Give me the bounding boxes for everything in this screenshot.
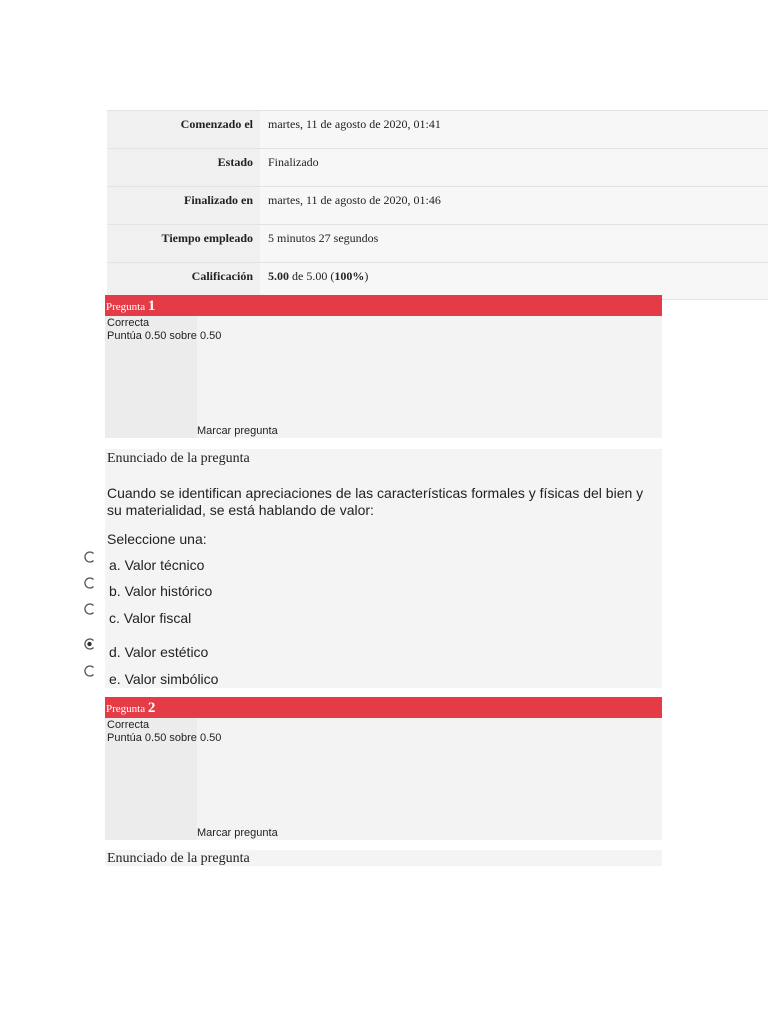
question-number: 1 xyxy=(147,298,156,314)
radio-option-a-icon[interactable] xyxy=(84,551,96,563)
radio-option-d-selected-icon[interactable] xyxy=(84,638,96,650)
started-label: Comenzado el xyxy=(107,111,260,148)
time-value: 5 minutos 27 segundos xyxy=(260,225,768,262)
statement-title: Enunciado de la pregunta xyxy=(107,451,250,466)
option-b-label[interactable]: b. Valor histórico xyxy=(109,583,213,599)
summary-row-started xyxy=(107,110,768,148)
question-2-content xyxy=(105,850,662,866)
select-prompt: Seleccione una: xyxy=(107,531,207,547)
option-a-label[interactable]: a. Valor técnico xyxy=(109,557,205,573)
question-number: 2 xyxy=(147,700,156,716)
finished-value: martes, 11 de agosto de 2020, 01:46 xyxy=(260,187,768,224)
question-state: Correcta xyxy=(107,317,150,329)
radio-option-b-icon[interactable] xyxy=(84,577,96,589)
option-c-label[interactable]: c. Valor fiscal xyxy=(109,610,192,626)
flag-question-link[interactable]: Marcar pregunta xyxy=(197,827,278,839)
flag-question-link[interactable]: Marcar pregunta xyxy=(197,425,278,437)
radio-option-c-icon[interactable] xyxy=(84,603,96,615)
option-e-label[interactable]: e. Valor simbólico xyxy=(109,671,219,687)
started-value: martes, 11 de agosto de 2020, 01:41 xyxy=(260,111,768,148)
grade-percent: 100% xyxy=(334,269,365,283)
finished-label: Finalizado en xyxy=(107,187,260,224)
attempt-summary-table xyxy=(107,110,768,300)
radio-option-e-icon[interactable] xyxy=(84,665,96,677)
question-text: Cuando se identifican apreciaciones de las características formales y físicas del bien y su materialidad, se está hablando de valor: xyxy=(107,485,644,518)
question-score: Puntúa 0.50 sobre 0.50 xyxy=(107,732,222,744)
question-prefix: Pregunta xyxy=(106,703,146,715)
state-value: Finalizado xyxy=(260,149,768,186)
summary-row-time xyxy=(107,224,768,262)
grade-value xyxy=(260,263,768,299)
grade-score: 5.00 xyxy=(268,269,289,283)
time-label: Tiempo empleado xyxy=(107,225,260,262)
question-prefix: Pregunta xyxy=(106,301,146,313)
grade-label: Calificación xyxy=(107,263,260,299)
summary-row-state xyxy=(107,148,768,186)
statement-title: Enunciado de la pregunta xyxy=(107,851,250,866)
question-2-info xyxy=(105,718,662,840)
question-2-header xyxy=(105,697,662,718)
state-label: Estado xyxy=(107,149,260,186)
question-score: Puntúa 0.50 sobre 0.50 xyxy=(107,330,222,342)
question-1-info xyxy=(105,316,662,438)
option-d-label[interactable]: d. Valor estético xyxy=(109,644,209,660)
summary-row-finished xyxy=(107,186,768,224)
question-1-header xyxy=(105,295,662,316)
question-state: Correcta xyxy=(107,719,150,731)
grade-close: ) xyxy=(364,269,369,283)
grade-of: de 5.00 ( xyxy=(292,269,335,283)
